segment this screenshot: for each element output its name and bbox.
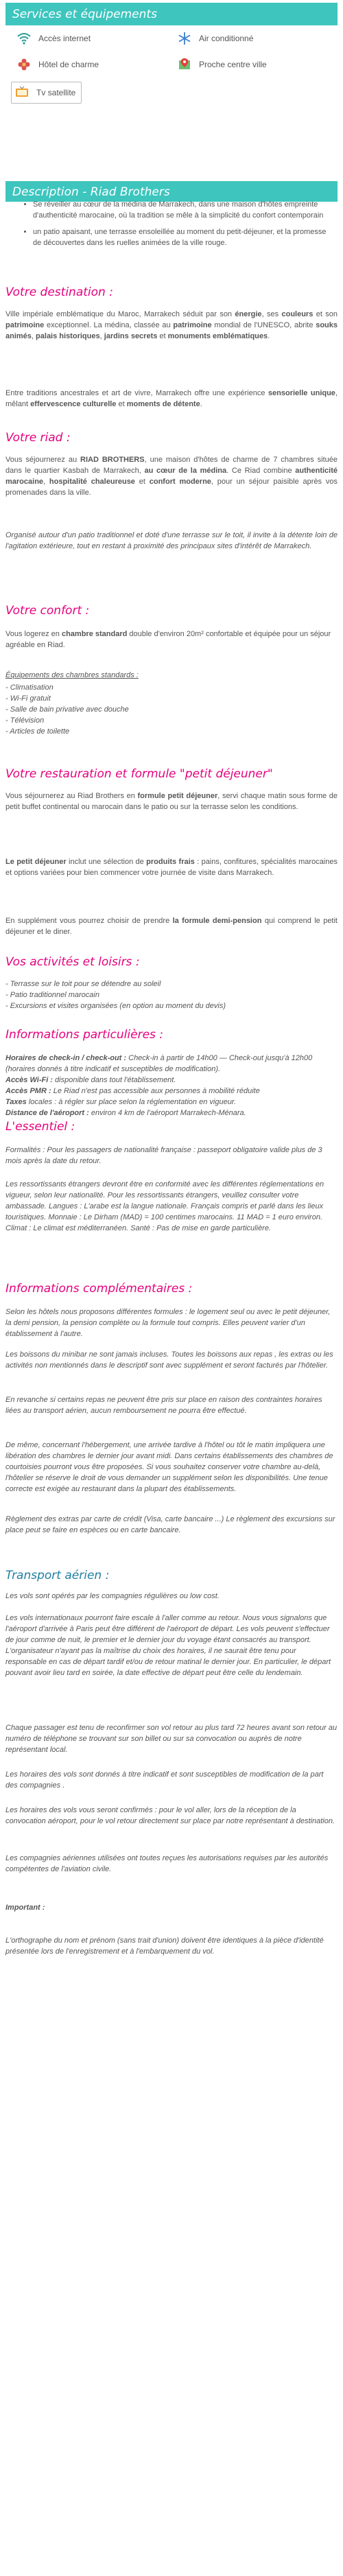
complementaires-paragraph-1: Selon les hôtels nous proposons différentes formules : le logement seul ou avec le petit déjeuner, la demi pension, la pension complète ou la formule tout compris. Elles peuvent varier d'un établissement à l'autre.: [5, 1308, 331, 1338]
transport-paragraph-5: Les horaires des vols vous seront confirmés : pour le vol aller, lors de la réception de la convocation aéroport, pour le vol retour directement sur place par notre représentant à destination.: [5, 1806, 335, 1825]
description-bullet: • Se réveiller au cœur de la médina de Marrakech, dans une maison d'hôtes empreinte d'authenticité marocaine, où la tradition se mêle à la simplicité du confort contemporain: [33, 199, 327, 221]
wifi-icon: [16, 31, 32, 46]
equipment-item: - Articles de toilette: [5, 727, 70, 736]
equipment-item: - Salle de bain privative avec douche: [5, 705, 129, 714]
transport-paragraph-2: Les vols internationaux pourront faire escale à l'aller comme au retour. Nous vous signalons que l'aéroport d'arrivée à Paris peut être différent de l'aéroport de départ. Les vols peuvent s'effectuer de jour comme de nuit, le premier et le dernier jour du voyage étant consacrés au transport. L'organisateur n'ayant pas la maîtrise du choix des horaires, il ne saurait être tenu pour responsable en cas de départ tardif et/ou de retour matinal le dernier jour. En particulier, le départ pouvant avoir lieu tard en soirée, la date effective de départ peut être celle du lendemain.: [5, 1614, 331, 1677]
service-item: [11, 82, 82, 104]
pmr-label: Accès PMR :: [5, 1087, 51, 1095]
transport-paragraph-3: Chaque passager est tenu de reconfirmer son vol retour au plus tard 72 heures avant son retour au numéro de téléphone se trouvant sur son billet ou sur sa convocation ou auprès de notre représentant local.: [5, 1724, 338, 1754]
taxes-label: Taxes: [5, 1098, 27, 1106]
activite-item: - Patio traditionnel marocain: [5, 991, 99, 999]
complementaires-title: Informations complémentaires :: [5, 1282, 193, 1296]
important-label: Important :: [5, 1904, 45, 1912]
service-label: Proche centre ville: [199, 60, 267, 69]
description-bullet: • un patio apaisant, une terrasse ensoleillée au moment du petit-déjeuner, et la promesse de découvertes dans les ruelles animées de la ville rouge.: [33, 226, 327, 248]
complementaires-paragraph-4: De même, concernant l'hébergement, une arrivée tardive à l'hôtel ou tôt le matin impliquera une libération des chambres le dernier jour avant midi. Dans certains établissements des chambres de courtoisies pourront vous être proposées. Si vous souhaitez conserver votre chambre au-delà, l'hôtelier se réserve le droit de vous demander un supplément selon les disponibilités. Une tenue correcte est exigée au restaurant dans la plupart des établissements.: [5, 1441, 333, 1493]
complementaires-paragraph-3: En revanche si certains repas ne peuvent être pris sur place en raison des contraintes horaires liées au transport aérien, aucun remboursement ne pourra être effectué.: [5, 1396, 322, 1415]
flower-icon: [16, 57, 32, 72]
services-header: Services et équipements: [5, 3, 338, 25]
service-item: [177, 31, 253, 46]
essentiel-title: L'essentiel :: [5, 1120, 75, 1134]
service-label: Air conditionné: [199, 34, 254, 43]
destination-title: Votre destination :: [5, 285, 113, 299]
riad-title: Votre riad :: [5, 431, 71, 445]
equipment-list: [5, 682, 338, 737]
confort-paragraph: Vous logerez en chambre standard double d'environ 20m² confortable et équipée pour un séjour agréable en Riad.: [5, 630, 331, 649]
map-pin-icon: [177, 57, 192, 72]
airport-distance-value: environ 4 km de l'aéroport Marrakech-Ménara.: [88, 1109, 246, 1117]
transport-title: Transport aérien :: [5, 1569, 110, 1582]
pmr-value: Le Riad n'est pas accessible aux personnes à mobilité réduite: [51, 1087, 260, 1095]
restauration-paragraph-2: Le petit déjeuner inclut une sélection de produits frais : pains, confitures, spécialités marocaines et options variées pour bien commencer votre journée de visite dans Marrakech.: [5, 858, 338, 877]
tv-icon: [14, 85, 29, 100]
restauration-title: Votre restauration et formule "petit déjeuner": [5, 767, 273, 781]
complementaires-paragraph-5: Règlement des extras par carte de crédit (Visa, carte bancaire ...) Le règlement des excursions sur place peut se faire en espèces ou en carte bancaire.: [5, 1515, 335, 1534]
equipment-item: - Télévision: [5, 716, 45, 725]
destination-paragraph-2: Entre traditions ancestrales et art de vivre, Marrakech offre une expérience sensorielle unique, mêlant effervescence culturelle et moments de détente.: [5, 389, 338, 408]
riad-paragraph-2: Organisé autour d'un patio traditionnel et doté d'une terrasse sur le toit, il invite à la détente loin de l'agitation extérieure, tout en restant à proximité des principaux sites d'intérêt de Marrakech.: [5, 531, 338, 550]
wifi-value: disponible dans tout l'établissement.: [52, 1076, 176, 1084]
transport-paragraph-7: L'orthographe du nom et prénom (sans trait d'union) doivent être identiques à la pièce d'identité présentée lors de l'enregistrement et à l'embarquement du vol.: [5, 1936, 324, 1956]
activites-list: [5, 979, 338, 1011]
activite-item: - Excursions et visites organisées (en option au moment du devis): [5, 1002, 226, 1010]
restauration-paragraph-1: Vous séjournerez au Riad Brothers en formule petit déjeuner, servi chaque matin sous forme de petit buffet continental ou marocain dans le patio ou sur la terrasse selon les conditions.: [5, 792, 338, 811]
riad-paragraph-1: Vous séjournerez au RIAD BROTHERS, une maison d'hôtes de charme de 7 chambres située dans le quartier Kasbah de Marrakech, au cœur de la médina. Ce Riad combine authenticité marocaine, hospitalité chaleureuse et confort moderne, pour un séjour paisible après vos promenades dans la ville.: [5, 456, 338, 497]
destination-paragraph-1: Ville impériale emblématique du Maroc, Marrakech séduit par son énergie, ses couleurs et son patrimoine exceptionnel. La médina, classée au patrimoine mondial de l'UNESCO, abrite souks animés, palais historiques, jardins secrets et monuments emblématiques.: [5, 310, 338, 340]
transport-paragraph-6: Les compagnies aériennes utilisées ont toutes reçues les autorisations requises par les autorités compétentes de l'aviation civile.: [5, 1854, 329, 1873]
essentiel-paragraph-2: Les ressortissants étrangers devront être en conformité avec les différentes réglementations en vigueur, selon leur nationalité. Pour les ressortissants étrangers, veuillez consulter votre ambassade. Langues : L'arabe est la langue nationale. Français compris et parlé dans les lieux touristiques. Monnaie : Le Dirham (MAD) = 100 centimes marocains. 11 MAD = 1 euro environ. Climat : Le climat est méditerranéen. Santé : Pas de mise en garde particulière.: [5, 1180, 324, 1232]
snowflake-icon: [177, 31, 192, 46]
services-list: [5, 25, 338, 121]
service-item: [177, 57, 267, 72]
confort-title: Votre confort :: [5, 604, 90, 618]
description-header: Description - Riad Brothers: [5, 181, 338, 202]
equipment-item: - Wi-Fi gratuit: [5, 694, 51, 703]
particulieres-title: Informations particulières :: [5, 1028, 164, 1042]
transport-paragraph-4: Les horaires des vols sont donnés à titre indicatif et sont susceptibles de modification de la part des compagnies .: [5, 1770, 324, 1790]
particulieres-block: [5, 1053, 338, 1119]
airport-distance-label: Distance de l'aéroport :: [5, 1109, 89, 1117]
activites-title: Vos activités et loisirs :: [5, 955, 140, 969]
service-item: [16, 57, 99, 72]
checkin-label: Horaires de check-in / check-out :: [5, 1054, 127, 1062]
complementaires-paragraph-2: Les boissons du minibar ne sont jamais incluses. Toutes les boissons aux repas , les extras ou les activités non mentionnés dans le descriptif sont avec supplément et seront facturés par l'hôtelier.: [5, 1350, 333, 1370]
activite-item: - Terrasse sur le toit pour se détendre au soleil: [5, 980, 161, 988]
checkin-value: Check-in à partir de 14h00 — Check-out jusqu'à 12h00 (horaires donnés à titre indicatif et susceptibles de modification).: [5, 1054, 313, 1073]
service-item: [16, 31, 91, 46]
service-label: Accès internet: [38, 34, 91, 43]
service-label: Tv satellite: [36, 88, 76, 97]
transport-paragraph-1: Les vols sont opérés par les compagnies régulières ou low cost.: [5, 1592, 220, 1600]
equipment-title: Équipements des chambres standards :: [5, 671, 139, 679]
service-label: Hôtel de charme: [38, 60, 99, 69]
taxes-value: locales : à régler sur place selon la réglementation en vigueur.: [26, 1098, 237, 1106]
description-list: [5, 199, 338, 254]
essentiel-paragraph-1: Formalités : Pour les passagers de nationalité française : passeport obligatoire valide plus de 3 mois après la date du retour.: [5, 1146, 322, 1165]
wifi-label: Accès Wi-Fi :: [5, 1076, 53, 1084]
restauration-paragraph-3: En supplément vous pourrez choisir de prendre la formule demi-pension qui comprend le petit déjeuner et le diner.: [5, 917, 338, 936]
equipment-item: - Climatisation: [5, 683, 54, 692]
